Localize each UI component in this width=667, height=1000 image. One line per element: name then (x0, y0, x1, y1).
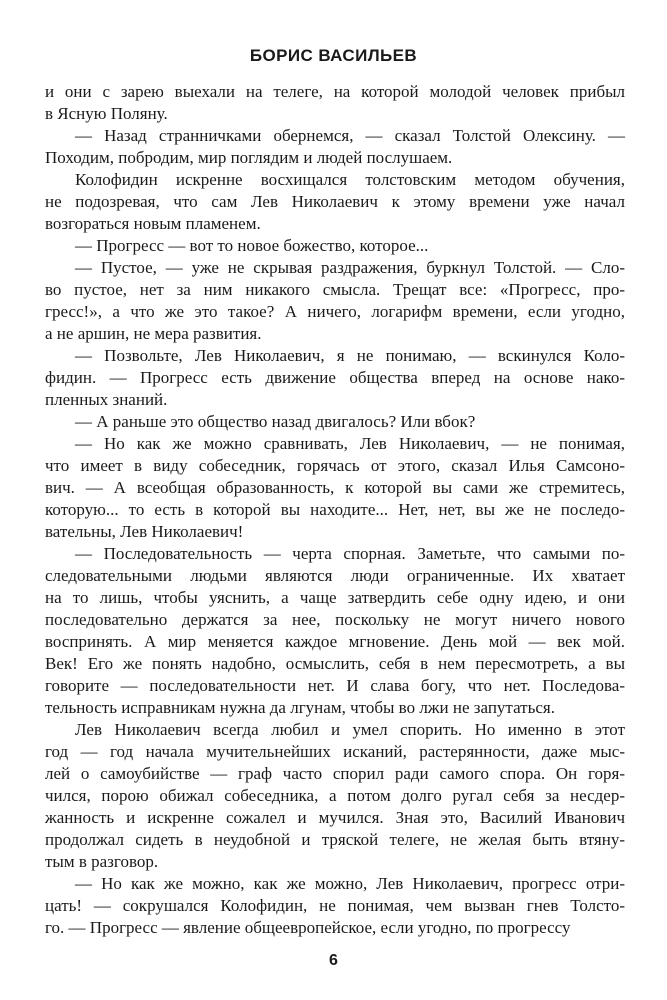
text-line: которую... то есть в которой вы находите... Нет, нет, вы же не последо- (45, 500, 625, 519)
text-line: тельность исправникам нужна да лгунам, чтобы во лжи не запутаться. (45, 698, 555, 717)
page-body (45, 81, 625, 939)
text-line: — Но как же можно сравнивать, Лев Николаевич, — не понимая, (75, 434, 625, 453)
paragraph (45, 873, 625, 939)
text-line: — Прогресс — вот то новое божество, которое... (75, 236, 429, 255)
paragraph (45, 81, 625, 125)
text-line: говорите — последовательности нет. И слава богу, что нет. Последова- (45, 676, 625, 695)
text-line: а не аршин, не мера развития. (45, 324, 262, 343)
text-line: тым в разговор. (45, 852, 159, 871)
text-line: — Пустое, — уже не скрывая раздражения, буркнул Толстой. — Сло- (75, 258, 625, 277)
text-line: не подозревая, что сам Лев Николаевич к этому времени уже начал (45, 192, 625, 211)
paragraph (45, 125, 625, 169)
text-line: пленных знаний. (45, 390, 168, 409)
paragraph (45, 411, 625, 433)
paragraph (45, 719, 625, 873)
text-line: жанность и искренне сожалел и мучился. Зная это, Василий Иванович (45, 808, 625, 827)
text-line: лей о самоубийстве — граф часто спорил ради самого спора. Он горя- (45, 764, 625, 783)
text-line: гресс!», а что же это такое? А ничего, логарифм времени, если угодно, (45, 302, 625, 321)
text-line: вательны, Лев Николаевич! (45, 522, 244, 541)
text-line: вич. — А всеобщая образованность, к которой вы сами же стремитесь, (45, 478, 625, 497)
text-line: цать! — сокрушался Колофидин, не понимая, чем вызван гнев Толсто- (45, 896, 625, 915)
text-line: го. — Прогресс — явление общеевропейское, если угодно, по прогрессу (45, 918, 571, 937)
text-line: воспринять. А мир меняется каждое мгновение. День мой — век мой. (45, 632, 625, 651)
text-line: и они с зарею выехали на телеге, на которой молодой человек прибыл (45, 82, 625, 101)
text-line: — А раньше это общество назад двигалось? Или вбок? (75, 412, 476, 431)
text-line: чился, порою обижал собеседника, а потом долго ругал себя за несдер- (45, 786, 625, 805)
text-line: продолжал сидеть в неудобной и тряской телеге, не желая быть втяну- (45, 830, 625, 849)
text-line: фидин. — Прогресс есть движение общества вперед на основе нако- (45, 368, 625, 387)
paragraph (45, 235, 625, 257)
text-line: — Последовательность — черта спорная. Заметьте, что самыми по- (75, 544, 625, 563)
text-line: Лев Николаевич всегда любил и умел спорить. Но именно в этот (75, 720, 625, 739)
text-line: Век! Его же понять надобно, осмыслить, себя в нем пересмотреть, а вы (45, 654, 625, 673)
text-line: следовательными людьми являются люди ограниченные. Их хватает (45, 566, 625, 585)
paragraph (45, 543, 625, 719)
text-line: возгораться новым пламенем. (45, 214, 261, 233)
text-line: Походим, побродим, мир поглядим и людей послушаем. (45, 148, 453, 167)
paragraph (45, 433, 625, 543)
text-line: последовательно держатся за нее, поскольку не могут ничего нового (45, 610, 625, 629)
text-line: год — год начала мучительнейших исканий, растерянности, даже мыс- (45, 742, 625, 761)
text-line: — Позвольте, Лев Николаевич, я не понимаю, — вскинулся Коло- (75, 346, 625, 365)
paragraph (45, 257, 625, 345)
text-line: что имеет в виду собеседник, горячась от этого, сказал Илья Самсоно- (45, 456, 625, 475)
text-line: Колофидин искренне восхищался толстовским методом обучения, (75, 170, 625, 189)
text-line: во пустое, нет за ним никакого смысла. Трещат все: «Прогресс, про- (45, 280, 625, 299)
paragraph (45, 345, 625, 411)
paragraph (45, 169, 625, 235)
running-header: БОРИС ВАСИЛЬЕВ (249, 46, 418, 65)
text-line: — Назад странничками обернемся, — сказал Толстой Олексину. — (75, 126, 625, 145)
text-line: — Но как же можно, как же можно, Лев Николаевич, прогресс отри- (75, 874, 625, 893)
text-line: на то лишь, чтобы уяснить, а чаще затвердить себе одну идею, и они (45, 588, 625, 607)
text-line: в Ясную Поляну. (45, 104, 168, 123)
page-number: 6 (329, 952, 338, 969)
